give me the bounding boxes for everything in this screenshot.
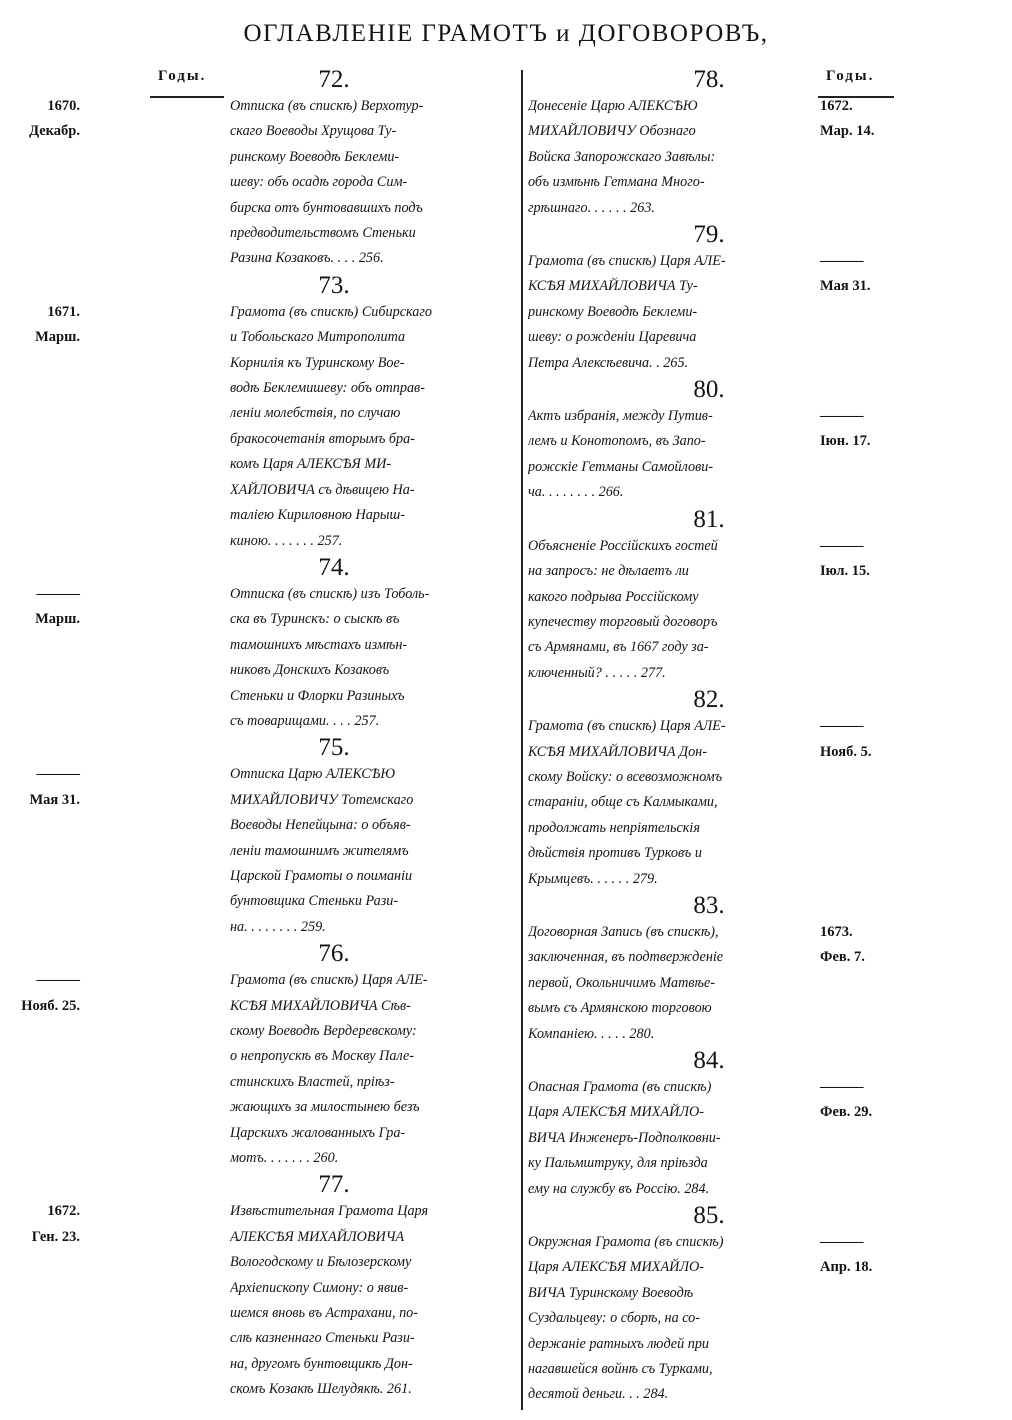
entry-line: бирска отъ бунтовавшихъ подъ (230, 199, 423, 216)
toc-entry (528, 221, 890, 376)
entry-line: Договорная Запись (въ спискѣ), (528, 923, 719, 940)
entry-line: Петра Алексѣевича. . 265. (528, 354, 689, 371)
entry-line: купечеству торговый договоръ (528, 613, 718, 630)
entry-number: 84. (693, 1047, 725, 1074)
entry-line: ВИЧА Инженеръ-Подполковни- (528, 1129, 721, 1146)
entry-date (2, 94, 80, 145)
entry-date (820, 534, 910, 585)
entry-line: ска въ Туринскъ: о сыскѣ въ (230, 611, 400, 628)
entry-day: Марш. (35, 329, 80, 346)
entry-day: Апр. 18. (820, 1259, 873, 1276)
entry-number: 78. (693, 66, 725, 93)
toc-entry (528, 1202, 890, 1408)
entry-line: вымъ съ Армянскою торговою (528, 1000, 712, 1017)
years-header-right: Годы. (826, 68, 875, 84)
entry-line: Суздальцеву: о сборѣ, на со- (528, 1310, 701, 1327)
entry-line: никовъ Донскихъ Козаковъ (230, 662, 390, 679)
entry-line: скому Войску: о всевозможномъ (528, 768, 723, 785)
entry-day: Нояб. 25. (21, 997, 80, 1014)
entry-line: Вологодскому и Бѣлозерскому (230, 1254, 412, 1271)
entry-date (820, 404, 910, 455)
entry-description (150, 762, 518, 940)
entry-line: слѣ казненнаго Стеньки Рази- (230, 1330, 415, 1347)
entry-line: Объясненіе Россійскихъ гостей (528, 537, 718, 554)
entry-line: Царской Грамоты о поиманіи (230, 867, 413, 884)
entry-date (2, 582, 80, 633)
entry-day: Фев. 29. (820, 1104, 873, 1121)
entry-number: 79. (693, 221, 725, 249)
entry-line: стараніи, обще съ Калмыками, (528, 794, 718, 811)
entry-line: съ товарищами. . . . 257. (230, 712, 380, 729)
entry-year: 1672. (47, 1203, 80, 1220)
entry-line: объ измѣнѣ Гетмана Много- (528, 174, 705, 191)
entry-line: бунтовщика Стеньки Рази- (230, 893, 399, 910)
entry-line: КСѢЯ МИХАЙЛОВИЧА Дон- (528, 743, 707, 760)
entry-line: Царя АЛЕКСѢЯ МИХАЙЛО- (528, 1259, 704, 1276)
entry-line: Корнилія къ Туринскому Вое- (230, 354, 405, 371)
entry-description (150, 582, 518, 734)
entry-line: ку Пальмштруку, для пріѣзда (528, 1155, 708, 1172)
entry-number: 85. (693, 1202, 725, 1230)
toc-entry (528, 506, 890, 686)
entry-line: комъ Царя АЛЕКСѢЯ МИ- (230, 456, 392, 473)
entry-line: Отписка (въ спискѣ) Верхотур- (230, 98, 424, 114)
entry-date (820, 94, 910, 145)
entry-number: 80. (693, 376, 725, 404)
entry-line: съ Армянами, въ 1667 году за- (528, 639, 709, 656)
toc-entry (528, 376, 890, 506)
entry-day: Фев. 7. (820, 949, 865, 966)
entry-line: скомъ Козакѣ Шелудякѣ. 261. (230, 1381, 412, 1398)
page-title: ОГЛАВЛЕНІЕ ГРАМОТЪ и ДОГОВОРОВЪ, (243, 20, 769, 47)
entry-day: Мая 31. (29, 791, 80, 808)
entry-year: 1671. (47, 303, 80, 320)
entry-line: Стеньки и Флорки Разиныхъ (230, 687, 405, 704)
entry-line: лемъ и Конотопомъ, въ Запо- (528, 433, 706, 450)
entry-description (150, 300, 518, 554)
entry-line: дѣйствія противъ Турковъ и (528, 845, 702, 862)
entry-line: на запросъ: не дѣлаетъ ли (528, 563, 689, 580)
entry-line: шеву: объ осадѣ города Сим- (230, 174, 408, 191)
entry-line: продолжать непріятельскія (528, 819, 700, 836)
entry-line: ча. . . . . . . . 266. (528, 484, 624, 501)
entry-line: нагавшейся войнѣ съ Турками, (528, 1361, 713, 1378)
entry-line: бракосочетанія вторымъ бра- (230, 430, 415, 447)
entry-year: ——— (36, 585, 80, 602)
entry-line: ринскому Воеводѣ Беклеми- (528, 303, 698, 320)
entry-line: рожскіе Гетманы Самойлови- (528, 458, 714, 475)
entry-number: 73. (318, 271, 350, 299)
entry-line: Отписка (въ спискѣ) изъ Тоболь- (230, 585, 430, 602)
entry-line: скаго Воеводы Хрущова Ту- (230, 123, 397, 140)
entry-line: Окружная Грамота (въ спискѣ) (528, 1234, 724, 1251)
entry-line: Опасная Грамота (въ спискѣ) (528, 1079, 712, 1095)
entry-year: 1670. (47, 98, 80, 114)
toc-entry (31, 1171, 518, 1402)
entry-line: Актъ избранія, между Путив- (528, 408, 713, 425)
entry-date (820, 714, 910, 765)
entry-line: Грамота (въ спискѣ) Царя АЛЕ- (230, 972, 428, 989)
entry-day: Нояб. 5. (820, 743, 872, 760)
entry-line: КСѢЯ МИХАЙЛОВИЧА Ту- (528, 278, 698, 295)
entry-line: держаніе ратныхъ людей при (528, 1335, 710, 1352)
entry-line: ХАЙЛОВИЧА съ дѣвицею На- (230, 481, 415, 498)
entry-day: Мар. 14. (820, 123, 875, 140)
entry-year: 1672. (820, 98, 853, 114)
entry-line: грѣшнаго. . . . . . 263. (528, 199, 655, 216)
entry-number: 83. (693, 891, 725, 919)
column-divider (521, 70, 523, 1410)
entry-line: Воеводы Непейцына: о объяв- (230, 817, 411, 834)
entry-line: ключенный? . . . . . 277. (528, 664, 666, 681)
entry-year: ——— (820, 408, 864, 425)
entry-line: первой, Окольничимъ Матвѣе- (528, 974, 716, 991)
entry-line: на. . . . . . . . 259. (230, 918, 326, 935)
entry-number: 77. (318, 1171, 350, 1199)
entry-date (2, 300, 80, 351)
entry-line: предводительствомъ Стеньки (230, 225, 416, 242)
entry-line: о непропускѣ въ Москву Пале- (230, 1048, 415, 1065)
toc-entry (528, 66, 890, 221)
entry-year: ——— (820, 1079, 864, 1095)
entry-day: Мая 31. (820, 278, 871, 295)
entry-line: МИХАЙЛОВИЧУ Тотемскаго (230, 791, 414, 808)
entry-line: Донесеніе Царю АЛЕКСѢЮ (528, 98, 698, 114)
toc-entry (29, 734, 518, 940)
entry-number: 81. (693, 505, 725, 533)
entry-line: Царскихъ жалованныхъ Гра- (230, 1124, 406, 1141)
entry-line: Разина Козаковъ. . . . 256. (230, 250, 384, 267)
entry-line: МИХАЙЛОВИЧУ Обознаго (528, 123, 696, 140)
entry-year: ——— (36, 766, 80, 783)
entry-date (2, 762, 80, 813)
entry-line: стинскихъ Властей, пріѣз- (230, 1073, 395, 1090)
entry-year: 1673. (820, 923, 853, 940)
entry-date (820, 1075, 910, 1126)
entry-line: на, другомъ бунтовщикѣ Дон- (230, 1355, 413, 1372)
entry-year: ——— (820, 1234, 864, 1251)
entry-year: ——— (820, 537, 864, 554)
right-column (528, 66, 890, 1408)
entry-date (820, 1230, 910, 1281)
entry-line: мотъ. . . . . . . 260. (230, 1150, 339, 1167)
entry-line: ринскому Воеводѣ Беклеми- (230, 148, 400, 165)
entry-line: ВИЧА Туринскому Воеводѣ (528, 1284, 694, 1301)
entry-day: Іюн. 17. (820, 433, 871, 450)
entry-line: таліею Кириловною Нарыш- (230, 507, 405, 524)
entry-line: леніи молебствія, по случаю (230, 405, 401, 422)
entry-date (820, 920, 910, 971)
entry-line: Отписка Царю АЛЕКСѢЮ (230, 766, 395, 783)
entry-year: ——— (820, 718, 864, 735)
entry-description (150, 1199, 518, 1402)
entry-description (150, 94, 518, 272)
entry-line: шеву: о рожденіи Царевича (528, 329, 697, 346)
entry-year: ——— (820, 253, 864, 270)
entry-year: ——— (36, 972, 80, 989)
entry-day: Ген. 23. (31, 1228, 80, 1245)
entry-line: леніи тамошнимъ жителямъ (230, 842, 409, 859)
entry-line: тамошнихъ мѣстахъ измѣн- (230, 636, 408, 653)
entry-line: и Тобольскаго Митрополита (230, 329, 406, 346)
entry-number: 72. (318, 66, 350, 93)
entry-date (2, 968, 80, 1019)
entry-line: Грамота (въ спискѣ) Сибирскаго (230, 303, 433, 320)
entry-line: заключенная, въ подтвержденіе (528, 949, 724, 966)
entry-line: десятой деньги. . . 284. (528, 1386, 669, 1403)
entry-line: ему на службу въ Россію. 284. (528, 1180, 710, 1197)
entry-description (150, 968, 518, 1171)
entry-line: киною. . . . . . . 257. (230, 532, 343, 549)
years-header-left: Годы. (158, 68, 207, 84)
entry-line: Крымцевъ. . . . . . 279. (528, 870, 658, 887)
entry-line: Архіепископу Симону: о явив- (230, 1279, 409, 1296)
toc-entry (528, 1047, 890, 1202)
entry-line: какого подрыва Россійскому (528, 588, 699, 605)
entry-line: Грамота (въ спискѣ) Царя АЛЕ- (528, 718, 726, 735)
entry-line: Извѣстительная Грамота Царя (230, 1203, 429, 1220)
entry-line: Царя АЛЕКСѢЯ МИХАЙЛО- (528, 1104, 704, 1121)
toc-entry (35, 271, 518, 554)
entry-line: КСѢЯ МИХАЙЛОВИЧА Сѣв- (230, 997, 411, 1014)
entry-line: АЛЕКСѢЯ МИХАЙЛОВИЧА (230, 1228, 405, 1245)
left-column (21, 66, 518, 1403)
entry-day: Декабр. (29, 123, 80, 140)
toc-entry (29, 66, 518, 272)
entry-date (820, 249, 910, 300)
entry-number: 74. (318, 553, 350, 581)
entry-number: 75. (318, 734, 350, 762)
entry-line: Компаніею. . . . . 280. (528, 1025, 655, 1042)
toc-entry (528, 892, 890, 1047)
entry-line: скому Воеводѣ Вердеревскому: (230, 1023, 417, 1039)
entry-date (2, 1199, 80, 1250)
toc-entry (35, 553, 518, 734)
entry-line: жающихъ за милостынею безъ (230, 1099, 420, 1116)
entry-number: 76. (318, 940, 350, 968)
entry-line: Грамота (въ спискѣ) Царя АЛЕ- (528, 253, 726, 270)
entry-day: Марш. (35, 611, 80, 628)
entry-line: шемся вновь въ Астрахани, по- (230, 1305, 419, 1322)
toc-entry (21, 940, 518, 1171)
toc-entry (528, 686, 890, 892)
entry-day: Іюл. 15. (820, 563, 870, 580)
entry-number: 82. (693, 686, 725, 714)
entry-line: водѣ Беклемишеву: объ отправ- (230, 380, 425, 397)
entry-line: Войска Запорожскаго Завѣлы: (528, 148, 716, 165)
